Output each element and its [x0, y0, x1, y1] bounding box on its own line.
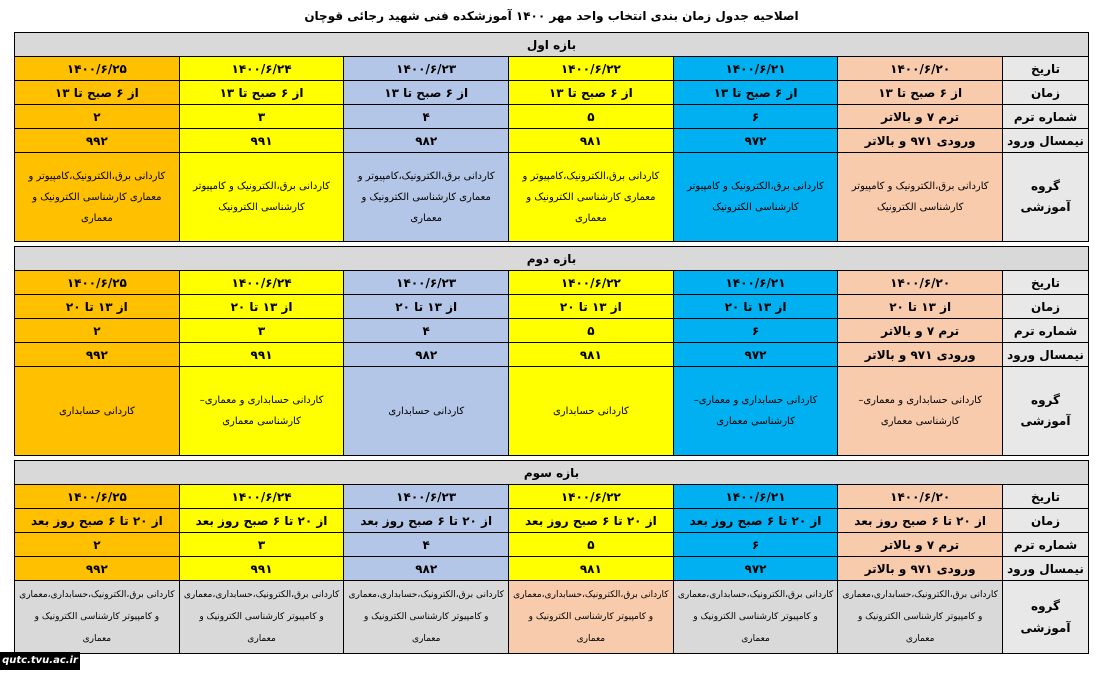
entry-row-label: نیمسال ورود	[1003, 343, 1089, 367]
time-row-label: زمان	[1003, 509, 1089, 533]
day-date-cell: ۱۴۰۰/۶/۲۰	[838, 57, 1003, 81]
period-header-row	[15, 461, 1089, 485]
term-row	[15, 105, 1089, 129]
day-term-cell: ۳	[179, 105, 344, 129]
time-row	[15, 295, 1089, 319]
day-time-cell: از ۶ صبح تا ۱۳	[673, 81, 838, 105]
day-time-cell: از ۱۳ تا ۲۰	[838, 295, 1003, 319]
day-term-cell: ۲	[15, 319, 180, 343]
entry-row-label: نیمسال ورود	[1003, 129, 1089, 153]
day-time-cell: از ۲۰ تا ۶ صبح روز بعد	[838, 509, 1003, 533]
day-group-cell: کاردانی برق،الکترونیک و کامپیوتر کارشناسی الکترونیک	[673, 153, 838, 242]
day-entry-cell: ۹۸۲	[344, 343, 509, 367]
day-entry-cell: ۹۹۲	[15, 343, 180, 367]
day-term-cell: ۲	[15, 105, 180, 129]
day-entry-cell: ورودی ۹۷۱ و بالاتر	[838, 343, 1003, 367]
day-date-cell: ۱۴۰۰/۶/۲۱	[673, 57, 838, 81]
day-date-cell: ۱۴۰۰/۶/۲۵	[15, 485, 180, 509]
day-entry-cell: ۹۸۲	[344, 129, 509, 153]
day-group-cell: کاردانی حسابداری و معماری– کارشناسی معماری	[838, 367, 1003, 456]
day-term-cell: ۴	[344, 105, 509, 129]
day-time-cell: از ۲۰ تا ۶ صبح روز بعد	[509, 509, 674, 533]
site-watermark: qutc.tvu.ac.ir	[0, 652, 80, 670]
day-time-cell: از ۱۳ تا ۲۰	[673, 295, 838, 319]
day-group-cell: کاردانی حسابداری	[15, 367, 180, 456]
entry-row	[15, 343, 1089, 367]
schedule-table	[14, 32, 1089, 654]
entry-row	[15, 129, 1089, 153]
day-group-cell: کاردانی برق،الکترونیک،کامپیوتر و معماری کارشناسی الکترونیک و معماری	[15, 153, 180, 242]
day-date-cell: ۱۴۰۰/۶/۲۲	[509, 57, 674, 81]
day-group-cell: کاردانی برق،الکترونیک،کامپیوتر و معماری کارشناسی الکترونیک و معماری	[344, 153, 509, 242]
day-group-cell: کاردانی برق،الکترونیک،حسابداری،معماری و کامپیوتر کارشناسی الکترونیک و معماری	[344, 581, 509, 654]
day-entry-cell: ۹۹۱	[179, 557, 344, 581]
day-entry-cell: ۹۹۲	[15, 557, 180, 581]
day-group-cell: کاردانی حسابداری	[509, 367, 674, 456]
day-term-cell: ۳	[179, 319, 344, 343]
day-date-cell: ۱۴۰۰/۶/۲۵	[15, 271, 180, 295]
day-group-cell: کاردانی برق،الکترونیک و کامپیوتر کارشناسی الکترونیک	[179, 153, 344, 242]
time-row	[15, 509, 1089, 533]
term-row	[15, 319, 1089, 343]
day-date-cell: ۱۴۰۰/۶/۲۰	[838, 485, 1003, 509]
day-date-cell: ۱۴۰۰/۶/۲۲	[509, 271, 674, 295]
group-row	[15, 581, 1089, 654]
day-entry-cell: ۹۷۲	[673, 129, 838, 153]
date-row	[15, 271, 1089, 295]
date-row-label: تاریخ	[1003, 485, 1089, 509]
day-entry-cell: ۹۷۲	[673, 343, 838, 367]
day-term-cell: ترم ۷ و بالاتر	[838, 319, 1003, 343]
day-entry-cell: ۹۸۲	[344, 557, 509, 581]
period-title: بازه دوم	[15, 247, 1089, 271]
day-group-cell: کاردانی برق،الکترونیک،کامپیوتر و معماری کارشناسی الکترونیک و معماری	[509, 153, 674, 242]
day-time-cell: از ۱۳ تا ۲۰	[509, 295, 674, 319]
day-group-cell: کاردانی برق،الکترونیک و کامپیوتر کارشناسی الکترونیک	[838, 153, 1003, 242]
day-entry-cell: ۹۹۱	[179, 343, 344, 367]
period-title: بازه سوم	[15, 461, 1089, 485]
day-date-cell: ۱۴۰۰/۶/۲۵	[15, 57, 180, 81]
day-entry-cell: ورودی ۹۷۱ و بالاتر	[838, 557, 1003, 581]
date-row	[15, 57, 1089, 81]
day-time-cell: از ۶ صبح تا ۱۳	[179, 81, 344, 105]
day-date-cell: ۱۴۰۰/۶/۲۴	[179, 485, 344, 509]
date-row	[15, 485, 1089, 509]
day-time-cell: از ۱۳ تا ۲۰	[179, 295, 344, 319]
day-time-cell: از ۶ صبح تا ۱۳	[509, 81, 674, 105]
day-term-cell: ۶	[673, 319, 838, 343]
entry-row	[15, 557, 1089, 581]
term-row-label: شماره ترم	[1003, 533, 1089, 557]
date-row-label: تاریخ	[1003, 271, 1089, 295]
term-row	[15, 533, 1089, 557]
entry-row-label: نیمسال ورود	[1003, 557, 1089, 581]
page-title: اصلاحیه جدول زمان بندی انتخاب واحد مهر ۱۴۰۰ آموزشکده فنی شهید رجائی قوچان	[304, 9, 799, 23]
day-group-cell: کاردانی برق،الکترونیک،حسابداری،معماری و کامپیوتر کارشناسی الکترونیک و معماری	[15, 581, 180, 654]
day-date-cell: ۱۴۰۰/۶/۲۳	[344, 485, 509, 509]
day-date-cell: ۱۴۰۰/۶/۲۳	[344, 271, 509, 295]
time-row	[15, 81, 1089, 105]
day-time-cell: از ۶ صبح تا ۱۳	[838, 81, 1003, 105]
day-term-cell: ۵	[509, 105, 674, 129]
day-group-cell: کاردانی برق،الکترونیک،حسابداری،معماری و کامپیوتر کارشناسی الکترونیک و معماری	[838, 581, 1003, 654]
day-time-cell: از ۱۳ تا ۲۰	[344, 295, 509, 319]
day-term-cell: ۵	[509, 319, 674, 343]
day-term-cell: ۴	[344, 533, 509, 557]
term-row-label: شماره ترم	[1003, 105, 1089, 129]
group-row	[15, 367, 1089, 456]
day-entry-cell: ۹۹۲	[15, 129, 180, 153]
group-row-label: گروه آموزشی	[1003, 581, 1089, 654]
day-time-cell: از ۲۰ تا ۶ صبح روز بعد	[179, 509, 344, 533]
day-group-cell: کاردانی برق،الکترونیک،حسابداری،معماری و کامپیوتر کارشناسی الکترونیک و معماری	[673, 581, 838, 654]
group-row-label: گروه آموزشی	[1003, 367, 1089, 456]
day-time-cell: از ۲۰ تا ۶ صبح روز بعد	[673, 509, 838, 533]
day-date-cell: ۱۴۰۰/۶/۲۴	[179, 271, 344, 295]
day-group-cell: کاردانی حسابداری	[344, 367, 509, 456]
day-entry-cell: ۹۸۱	[509, 343, 674, 367]
time-row-label: زمان	[1003, 295, 1089, 319]
day-date-cell: ۱۴۰۰/۶/۲۱	[673, 271, 838, 295]
day-group-cell: کاردانی حسابداری و معماری– کارشناسی معماری	[673, 367, 838, 456]
day-term-cell: ۶	[673, 105, 838, 129]
day-date-cell: ۱۴۰۰/۶/۲۲	[509, 485, 674, 509]
group-row	[15, 153, 1089, 242]
day-group-cell: کاردانی حسابداری و معماری– کارشناسی معماری	[179, 367, 344, 456]
term-row-label: شماره ترم	[1003, 319, 1089, 343]
day-time-cell: از ۶ صبح تا ۱۳	[15, 81, 180, 105]
period-title: بازه اول	[15, 33, 1089, 57]
group-row-label: گروه آموزشی	[1003, 153, 1089, 242]
period-header-row	[15, 247, 1089, 271]
day-time-cell: از ۲۰ تا ۶ صبح روز بعد	[15, 509, 180, 533]
day-term-cell: ترم ۷ و بالاتر	[838, 533, 1003, 557]
day-time-cell: از ۶ صبح تا ۱۳	[344, 81, 509, 105]
day-entry-cell: ورودی ۹۷۱ و بالاتر	[838, 129, 1003, 153]
day-term-cell: ۲	[15, 533, 180, 557]
day-date-cell: ۱۴۰۰/۶/۲۳	[344, 57, 509, 81]
day-entry-cell: ۹۷۲	[673, 557, 838, 581]
time-row-label: زمان	[1003, 81, 1089, 105]
day-term-cell: ۵	[509, 533, 674, 557]
day-term-cell: ۴	[344, 319, 509, 343]
day-term-cell: ترم ۷ و بالاتر	[838, 105, 1003, 129]
day-term-cell: ۶	[673, 533, 838, 557]
day-date-cell: ۱۴۰۰/۶/۲۴	[179, 57, 344, 81]
day-time-cell: از ۲۰ تا ۶ صبح روز بعد	[344, 509, 509, 533]
day-term-cell: ۳	[179, 533, 344, 557]
day-entry-cell: ۹۹۱	[179, 129, 344, 153]
day-time-cell: از ۱۳ تا ۲۰	[15, 295, 180, 319]
date-row-label: تاریخ	[1003, 57, 1089, 81]
day-group-cell: کاردانی برق،الکترونیک،حسابداری،معماری و کامپیوتر کارشناسی الکترونیک و معماری	[179, 581, 344, 654]
day-entry-cell: ۹۸۱	[509, 129, 674, 153]
period-header-row	[15, 33, 1089, 57]
day-date-cell: ۱۴۰۰/۶/۲۰	[838, 271, 1003, 295]
day-entry-cell: ۹۸۱	[509, 557, 674, 581]
day-date-cell: ۱۴۰۰/۶/۲۱	[673, 485, 838, 509]
day-group-cell: کاردانی برق،الکترونیک،حسابداری،معماری و کامپیوتر کارشناسی الکترونیک و معماری	[509, 581, 674, 654]
